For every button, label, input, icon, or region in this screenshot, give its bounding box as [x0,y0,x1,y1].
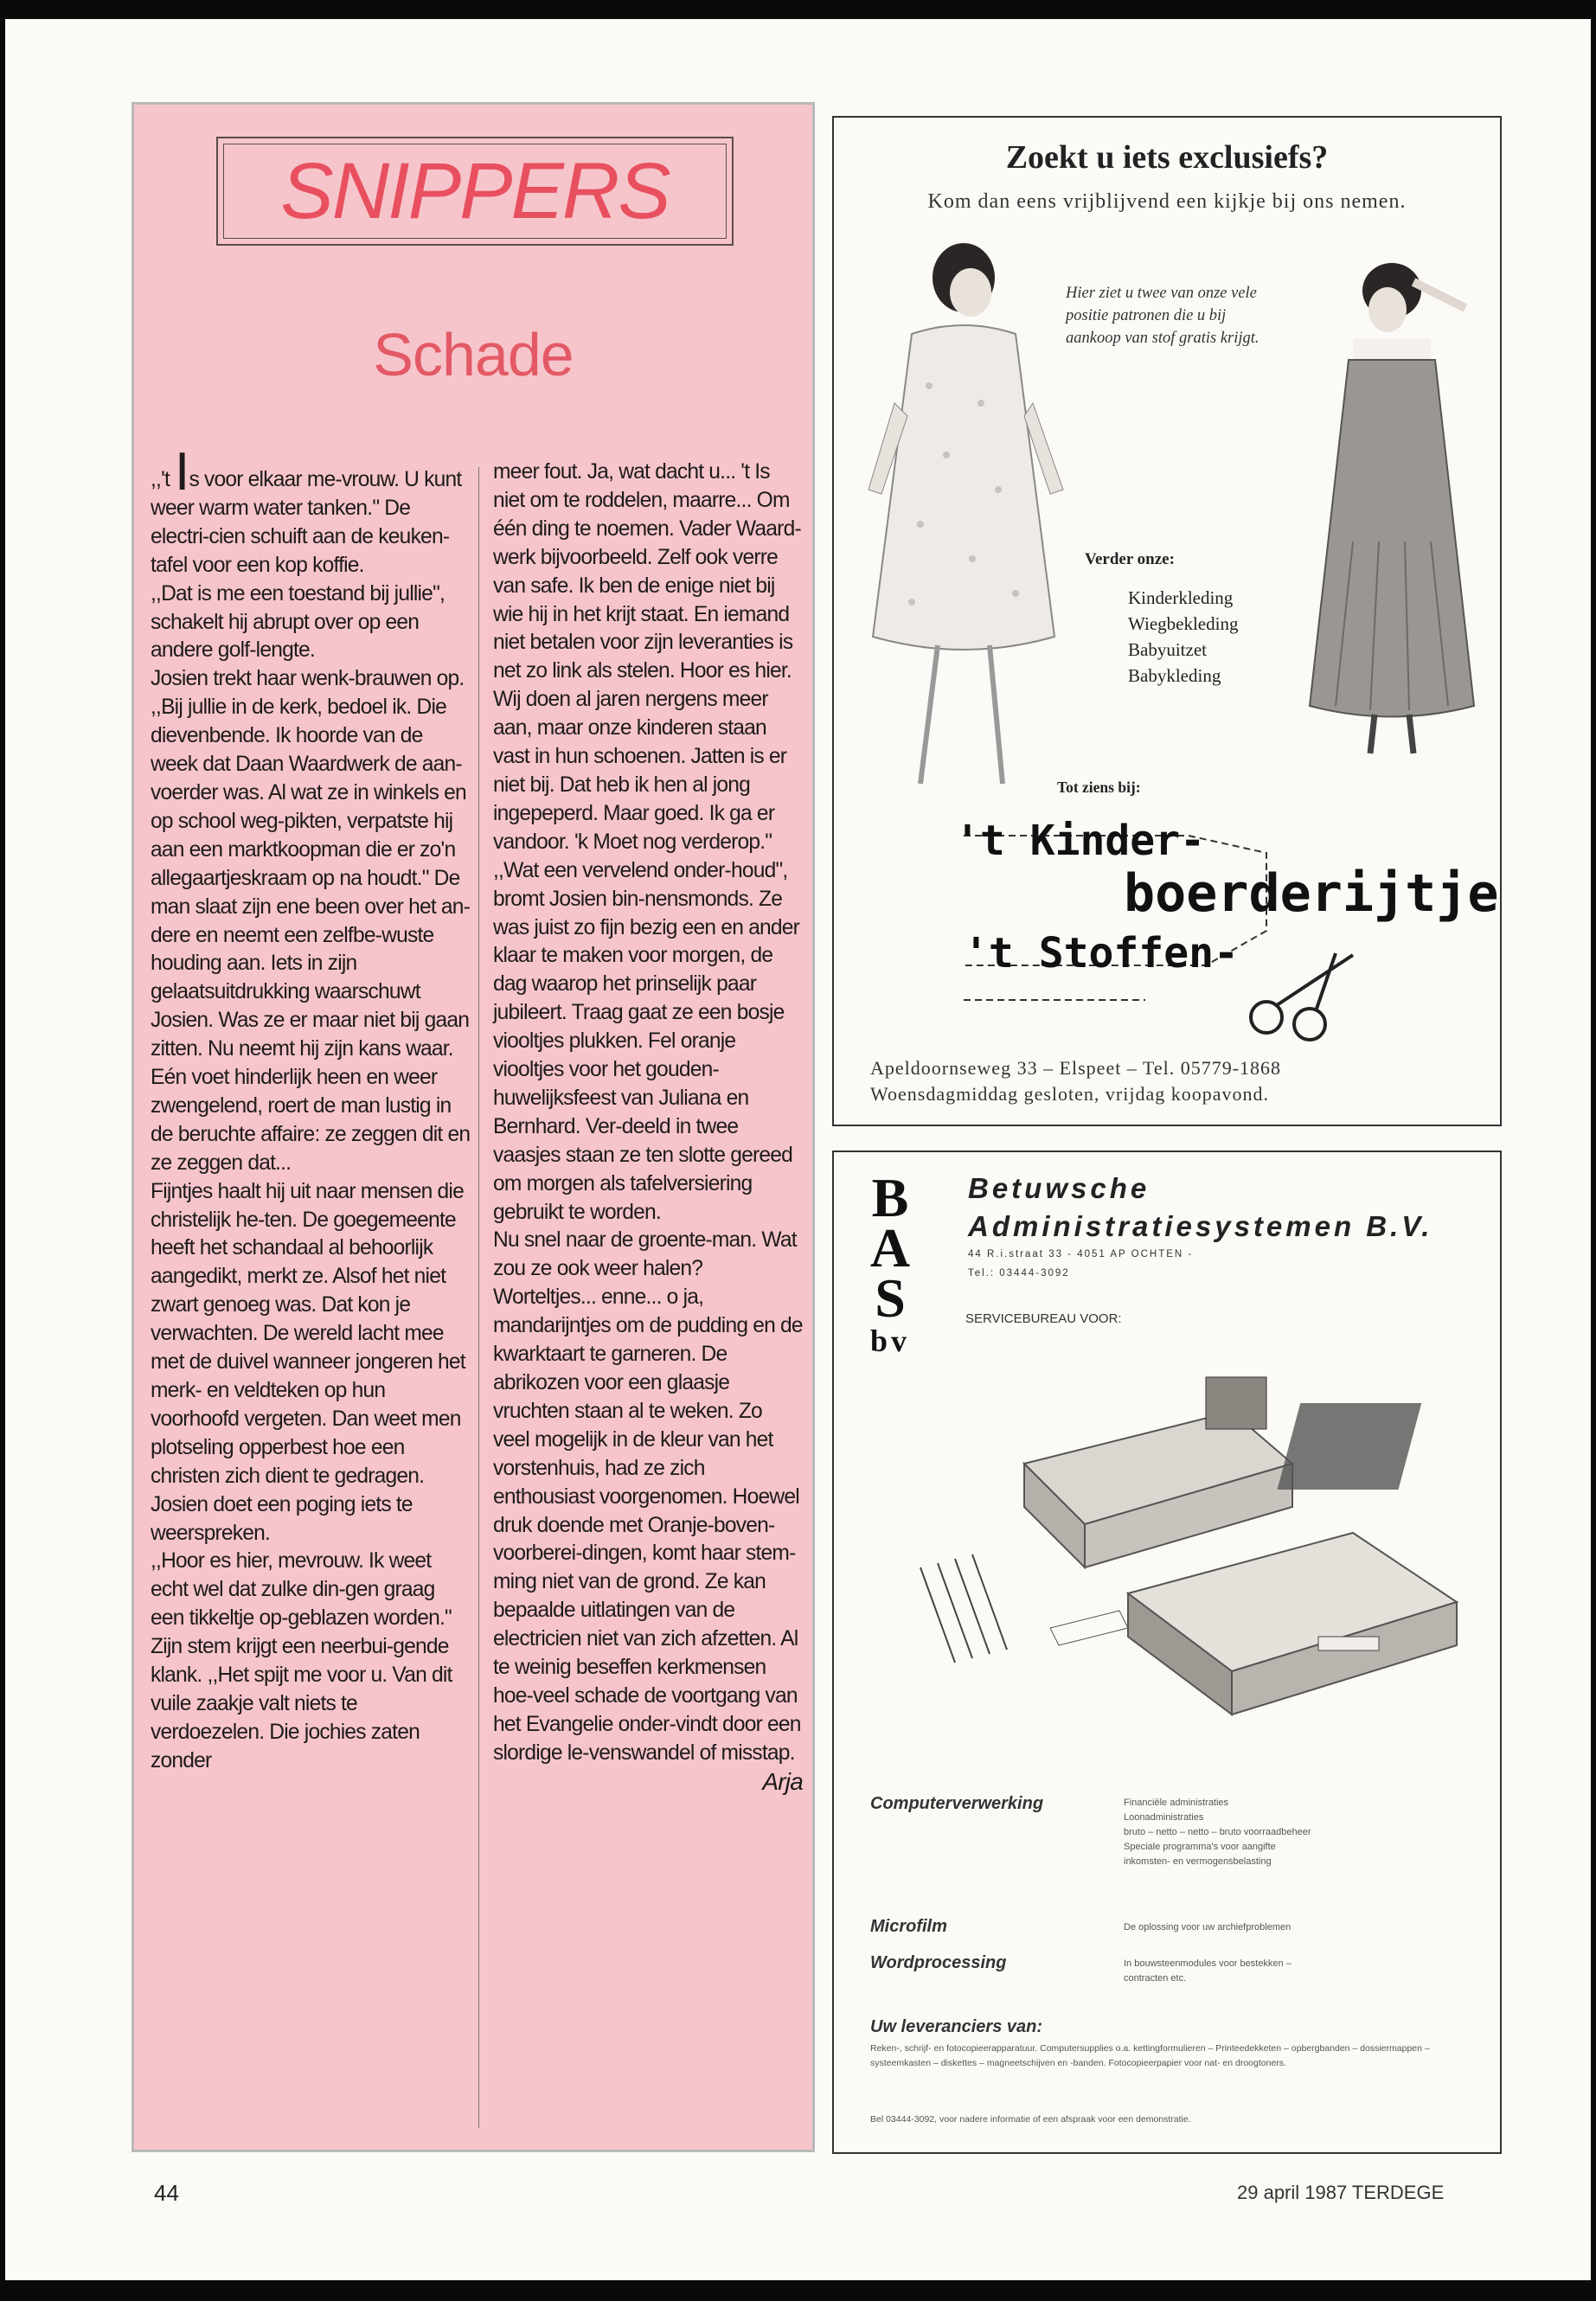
section-title: SNIPPERS [280,146,670,235]
service-description: De oplossing voor uw archiefproblemen [1124,1922,1292,1932]
company-name: Betuwsche Administratiesystemen B.V. [968,1172,1433,1242]
service-description: Financiële administraties Loonadministraties bruto – netto – netto – bruto voorraadbeheer Speciale programma's voor aangifte inkomsten- en vermogensbelasting [1124,1798,1311,1867]
article-paragraph: meer fout. Ja, wat dacht u... 't Is niet om te roddelen, maarre... Om één ding te noemen. Vader Waard-werk bijvoorbeeld. Zelf ook verre van safe. Ik ben de enige niet bij wie hij in het krijt staat. En iemand niet betalen voor zijn leveranties is net zo link als stelen. Hoor es hier. Wij doen al jaren nergens meer aan, maar onze kinderen staan vast in hun schoenen. Jatten is er niet bij. Dat heb ik hen al jong ingepeperd. Maar goed. Ik ga er vandoor. 'k Moet nog verderop." [493,460,801,854]
article-column-2 [493,458,803,1798]
company-address: 44 R.i.straat 33 - 4051 AP OCHTEN - [968,1249,1194,1259]
dress-illustration-right [1301,256,1491,758]
ad-product-item: Kinderkleding [1128,587,1234,608]
advertisement-stoffen [832,116,1502,1126]
service-label: Microfilm [870,1917,947,1936]
suppliers-text: Reken-, schrijf- en fotocopieerapparatuur. Computersupplies o.a. kettingformulieren – Printeedekketen – opbergbanden – dossiermappen – systeemkasten – diskettes – magneetschijven en -banden. Fotocopieerpapier voor nat- en droogtoners. [870,2043,1430,2068]
ad-headline: Zoekt u iets exclusiefs? [1005,139,1329,176]
ad-tot-ziens: Tot ziens bij: [1057,779,1141,796]
service-heading: SERVICEBUREAU VOOR: [965,1311,1122,1326]
article-paragraph: Fijntjes haalt hij uit naar mensen die christelijk he-ten. De goegemeente heeft het schandaal al behoorlijk aangedikt, merkt ze. Alsof het niet zwart genoeg was. Dat kon je verwachten. De wereld lacht mee met de duivel wanneer jongeren het merk- en veldteken op hun voorhoofd vergeten. Dan weet men plotseling opperbest hoe een christen zich dient te gedragen. [151,1179,465,1488]
ad-product-list [1128,585,1238,689]
ad-address: Apeldoornseweg 33 – Elspeet – Tel. 05779-1868 [870,1057,1282,1079]
article-paragraph: Josien doet een poging iets te weerspreken. [151,1492,413,1545]
article-paragraph: Nu snel naar de groente-man. Wat zou ze ook weer halen? Worteltjes... enne... o ja, mandarijntjes om de pudding en de kwarktaart te garneren. De abrikozen voor een glaasje vruchten staan al te weken. Zo veel mogelijk in de kleur van het vorstenhuis, had ze zich enthousiast voorgenomen. Hoewel druk doende met Oranje-boven-voorberei-dingen, komt haar stem-ming niet van de grond. Ze kan bepaalde uitlatingen van de electricien niet van zich afzetten. Al te weinig beseffen kerkmensen hoe-veel schade de voortgang van het Evangelie onder-vindt door een slordige le-venswandel of misstap. [493,1228,803,1765]
logo-line-1: 't Kinder- [955,817,1205,865]
ad-subheadline: Kom dan eens vrijblijvend een kijkje bij ons nemen. [927,190,1407,213]
article-first-paragraph: ,,'t Is voor elkaar me-vrouw. U kunt weer warm water tanken." De electri-cien schuift aan de keuken-tafel voor een kop koffie. [151,442,462,577]
scissors-icon [1240,948,1370,1043]
dress-illustration-left [860,230,1067,818]
article-title: Schade [373,321,574,388]
article-paragraph: ,,Dat is me een toestand bij jullie", schakelt hij abrupt over op een andere golf-lengte. [151,581,445,663]
section-title-frame [216,137,734,246]
ad-product-item: Babykleding [1128,665,1221,686]
ad-verder-label: Verder onze: [1085,550,1175,568]
bas-logo: B A S bv [869,1167,911,1358]
article-paragraph: Josien trekt haar wenk-brauwen op. [151,667,465,691]
contact-text: Bel 03444-3092, voor nadere informatie of een afspraak voor een demonstratie. [870,2114,1191,2125]
ad-product-item: Babyuitzet [1128,639,1207,660]
company-phone: Tel.: 03444-3092 [968,1268,1070,1279]
drop-cap: I [175,442,189,502]
ad-caption: Hier ziet u twee van onze vele positie patronen die u bij aankoop van stof gratis krijgt. [1066,285,1259,347]
suppliers-title: Uw leveranciers van: [870,2017,1042,2036]
service-label: Wordprocessing [870,1953,1007,1972]
article-paragraph: ,,Wat een vervelend onder-houd", bromt Josien bin-nensmonds. Ze was juist zo fijn bezig een en ander klaar te maken voor morgen, de dag waarop het prinselijk paar jubileert. Traag gaat ze een bosje viooltjes plukken. Fel oranje viooltjes voor het gouden-huwelijksfeest van Juliana en Bernhard. Ver-deeld in twee vaasjes staan ze ten slotte gereed om morgen als tafelversiering gebruikt te worden. [493,858,800,1224]
article-paragraph: ,,Hoor es hier, mevrouw. Ik weet echt wel dat zulke din-gen graag een tikkeltje op-geblazen worden." Zijn stem krijgt een neerbui-gende klank. ,,Het spijt me voor u. Van dit vuile zaakje valt niets te verdoezelen. Die jochies zaten zonder [151,1549,452,1772]
service-label: Computerverwerking [870,1794,1044,1813]
page-number: 44 [154,2180,179,2206]
ad-opening-hours: Woensdagmiddag gesloten, vrijdag koopavond. [870,1083,1269,1105]
article-column-1 [151,442,472,1776]
service-description: In bouwsteenmodules voor bestekken – contracten etc. [1124,1958,1292,1984]
ad-product-item: Wiegbekleding [1128,613,1239,634]
author-signature: Arja [762,1767,803,1795]
publication-date: 29 april 1987 TERDEGE [1237,2182,1445,2203]
logo-line-2: boerderijtje [1124,863,1499,924]
logo-line-3: 't Stoffen- [964,929,1239,977]
column-divider [478,467,479,2128]
article-paragraph: ,,Bij jullie in de kerk, bedoel ik. Die dievenbende. Ik hoorde van de week dat Daan Waardwerk de aan-voerder was. Al wat ze in winkels en op school weg-pikten, verpatste hij aan een marktkoopman die er zo'n allegaartjeskraam op na houdt." De man slaat zijn ene been over het an-dere en neemt een zelfbe-wuste houding aan. Iets in zijn gelaatsuitdrukking waarschuwt Josien. Was ze er maar niet bij gaan zitten. Nu neemt hij zijn kans waar. Eén voet hinderlijk heen en weer zwengelend, roert de man lustig in de beruchte affaire: ze zeggen dit en ze zeggen dat... [151,695,471,1175]
advertisement-bas [832,1150,1502,2154]
office-equipment-illustration [903,1368,1474,1732]
